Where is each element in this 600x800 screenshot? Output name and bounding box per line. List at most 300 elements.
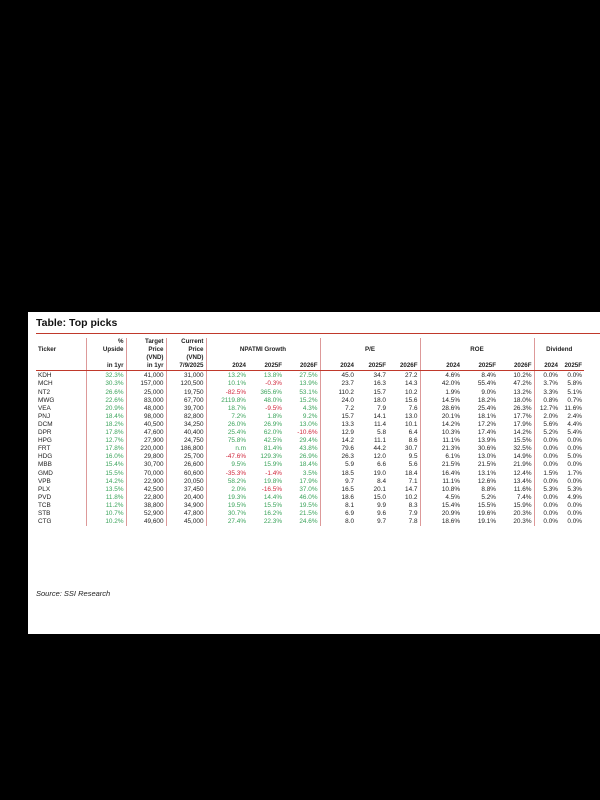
value-cell: 13.2% bbox=[227, 372, 246, 380]
value-cell: 9.0% bbox=[481, 388, 496, 396]
value-cell: 0.0% bbox=[543, 445, 558, 453]
value-cell: 6.4 bbox=[388, 429, 420, 437]
value-cell: 25.4% bbox=[477, 404, 496, 412]
header-year: 2025F bbox=[356, 362, 388, 371]
header-dividend-blank bbox=[534, 354, 584, 362]
value-cell: 5.3% bbox=[567, 485, 582, 493]
value-cell: 15.4% bbox=[441, 501, 460, 509]
ticker-cell: PNJ bbox=[36, 413, 86, 421]
table-row bbox=[36, 478, 584, 486]
value-cell: 0.0% bbox=[543, 518, 558, 526]
value-cell: 1.9% bbox=[445, 388, 460, 396]
value-cell: 24.0 bbox=[341, 396, 354, 404]
value-cell: 30.7 bbox=[388, 445, 420, 453]
value-cell: 26.9% bbox=[263, 420, 282, 428]
value-cell: 0.0% bbox=[543, 461, 558, 469]
value-cell: 9.5% bbox=[231, 461, 246, 469]
value-cell: 5.3% bbox=[543, 485, 558, 493]
value-cell: 15.7 bbox=[341, 412, 354, 420]
value-cell: 5.0% bbox=[567, 453, 582, 461]
ticker-cell: FRT bbox=[36, 445, 86, 453]
value-cell: 10.2% bbox=[86, 518, 126, 526]
value-cell: 9.9 bbox=[377, 501, 386, 509]
value-cell: 19.8% bbox=[263, 477, 282, 485]
value-cell: 5.6 bbox=[388, 461, 420, 469]
value-cell: 18.5 bbox=[341, 469, 354, 477]
value-cell: 22,800 bbox=[126, 494, 166, 502]
value-cell: 20.3% bbox=[498, 518, 534, 526]
value-cell: 70,000 bbox=[126, 470, 166, 478]
header-upside-mid: Upside bbox=[86, 346, 126, 354]
value-cell: 18.7% bbox=[227, 404, 246, 412]
value-cell: -82.5% bbox=[225, 388, 246, 396]
value-cell: 0.0% bbox=[543, 437, 558, 445]
value-cell: 53.1% bbox=[284, 389, 320, 397]
value-cell: 0.0% bbox=[567, 445, 582, 453]
value-cell: 14.1 bbox=[373, 412, 386, 420]
value-cell: 120,500 bbox=[166, 380, 206, 388]
ticker-cell: HPG bbox=[36, 437, 86, 445]
value-cell: 15.5% bbox=[477, 501, 496, 509]
header-roe-spacer bbox=[420, 338, 534, 346]
table-row bbox=[36, 397, 584, 405]
value-cell: 7.2 bbox=[345, 404, 354, 412]
value-cell: 13.0 bbox=[388, 413, 420, 421]
value-cell: 11.6% bbox=[564, 404, 582, 412]
value-cell: 10.2% bbox=[498, 371, 534, 381]
table-row bbox=[36, 470, 584, 478]
value-cell: -47.6% bbox=[225, 453, 246, 461]
value-cell: 3.3% bbox=[543, 388, 558, 396]
value-cell: 0.0% bbox=[543, 453, 558, 461]
value-cell: 0.0% bbox=[543, 372, 558, 380]
value-cell: 55.4% bbox=[477, 380, 496, 388]
value-cell: 14.2 bbox=[341, 437, 354, 445]
value-cell: 0.0% bbox=[543, 477, 558, 485]
value-cell: 21.5% bbox=[477, 461, 496, 469]
value-cell: 14.3 bbox=[388, 380, 420, 388]
value-cell: 19.5% bbox=[227, 501, 246, 509]
value-cell: 10.8% bbox=[441, 485, 460, 493]
value-cell: 43.8% bbox=[284, 445, 320, 453]
value-cell: -1.4% bbox=[265, 469, 282, 477]
value-cell: 5.8% bbox=[567, 380, 582, 388]
value-cell: 25.4% bbox=[227, 429, 246, 437]
value-cell: 21.5% bbox=[284, 510, 320, 518]
value-cell: 15.4% bbox=[86, 461, 126, 469]
top-picks-table bbox=[36, 338, 584, 526]
value-cell: 5.2% bbox=[481, 493, 496, 501]
value-cell: 18.4% bbox=[284, 461, 320, 469]
value-cell: 42.0% bbox=[441, 380, 460, 388]
title-rule bbox=[36, 333, 600, 334]
value-cell: 26.3% bbox=[498, 405, 534, 413]
value-cell: 20,050 bbox=[166, 478, 206, 486]
value-cell: 18.4% bbox=[86, 413, 126, 421]
value-cell: 20.9% bbox=[441, 509, 460, 517]
header-current-unit: (VND) bbox=[166, 354, 206, 362]
value-cell: 21.3% bbox=[441, 445, 460, 453]
value-cell: 83,000 bbox=[126, 397, 166, 405]
value-cell: 5.8 bbox=[377, 429, 386, 437]
ticker-cell: MBB bbox=[36, 461, 86, 469]
value-cell: 13.0% bbox=[284, 421, 320, 429]
value-cell: 16.0% bbox=[86, 453, 126, 461]
header-year: 2026F bbox=[498, 362, 534, 371]
value-cell: 13.3 bbox=[341, 420, 354, 428]
value-cell: 20.3% bbox=[498, 510, 534, 518]
value-cell: 17.9% bbox=[498, 421, 534, 429]
value-cell: 3.5% bbox=[284, 470, 320, 478]
value-cell: 20,400 bbox=[166, 494, 206, 502]
source-note: Source: SSI Research bbox=[36, 589, 111, 598]
value-cell: 45,000 bbox=[166, 518, 206, 526]
value-cell: 32.5% bbox=[498, 445, 534, 453]
value-cell: 37,450 bbox=[166, 486, 206, 494]
value-cell: 30.7% bbox=[227, 509, 246, 517]
table-row bbox=[36, 518, 584, 526]
value-cell: 14.7 bbox=[388, 486, 420, 494]
header-roe: ROE bbox=[420, 346, 534, 354]
value-cell: 4.3% bbox=[284, 405, 320, 413]
table-row bbox=[36, 453, 584, 461]
value-cell: 157,000 bbox=[126, 380, 166, 388]
table-row bbox=[36, 437, 584, 445]
value-cell: 9.7 bbox=[345, 477, 354, 485]
value-cell: 4.9% bbox=[567, 493, 582, 501]
value-cell: 11.1% bbox=[442, 437, 460, 445]
value-cell: 17.8% bbox=[86, 429, 126, 437]
value-cell: 1.7% bbox=[567, 469, 582, 477]
value-cell: 5.9 bbox=[345, 461, 354, 469]
value-cell: 15.5% bbox=[263, 501, 282, 509]
value-cell: 12.9 bbox=[341, 429, 354, 437]
value-cell: 8.1 bbox=[345, 501, 354, 509]
value-cell: 48.0% bbox=[263, 396, 282, 404]
value-cell: 220,000 bbox=[126, 445, 166, 453]
value-cell: 0.0% bbox=[567, 518, 582, 526]
value-cell: 48,000 bbox=[126, 405, 166, 413]
header-year: 2026F bbox=[388, 362, 420, 371]
header-current-top: Current bbox=[166, 338, 206, 346]
header-year: 2024 bbox=[420, 362, 462, 371]
value-cell: 24.6% bbox=[284, 518, 320, 526]
value-cell: 41,000 bbox=[126, 371, 166, 381]
value-cell: 129.3% bbox=[260, 453, 282, 461]
value-cell: 47.2% bbox=[498, 380, 534, 388]
value-cell: 20.1% bbox=[441, 412, 460, 420]
value-cell: 34.7 bbox=[373, 372, 386, 380]
ticker-cell: MCH bbox=[36, 380, 86, 388]
header-dividend: Dividend bbox=[546, 346, 573, 354]
value-cell: 27,900 bbox=[126, 437, 166, 445]
value-cell: 13.8% bbox=[263, 372, 282, 380]
value-cell: 9.2% bbox=[284, 413, 320, 421]
header-target-mid: Price bbox=[126, 346, 166, 354]
value-cell: 26.6% bbox=[86, 389, 126, 397]
value-cell: 12.6% bbox=[477, 477, 496, 485]
value-cell: 12.7% bbox=[539, 404, 558, 412]
value-cell: 4.6% bbox=[445, 372, 460, 380]
value-cell: 0.0% bbox=[543, 493, 558, 501]
value-cell: 14.4% bbox=[263, 493, 282, 501]
value-cell: 49,600 bbox=[126, 518, 166, 526]
value-cell: 5.6% bbox=[543, 420, 558, 428]
value-cell: 0.0% bbox=[567, 461, 582, 469]
value-cell: 60,600 bbox=[166, 470, 206, 478]
value-cell: 26,600 bbox=[166, 461, 206, 469]
value-cell: 75.8% bbox=[227, 437, 246, 445]
value-cell: 13.9% bbox=[477, 437, 496, 445]
value-cell: 19.1% bbox=[477, 518, 496, 526]
value-cell: 52,900 bbox=[126, 510, 166, 518]
value-cell: 0.0% bbox=[543, 509, 558, 517]
table-header bbox=[36, 338, 584, 371]
value-cell: -35.3% bbox=[225, 469, 246, 477]
value-cell: 3.7% bbox=[543, 380, 558, 388]
value-cell: 10.2 bbox=[388, 389, 420, 397]
ticker-cell: TCB bbox=[36, 502, 86, 510]
value-cell: 8.4% bbox=[481, 372, 496, 380]
header-year: 2024 bbox=[534, 362, 560, 371]
document-page bbox=[28, 312, 600, 634]
table-row bbox=[36, 502, 584, 510]
header-ticker bbox=[36, 338, 86, 346]
value-cell: 15.5% bbox=[498, 437, 534, 445]
value-cell: 42,500 bbox=[126, 486, 166, 494]
table-row bbox=[36, 413, 584, 421]
value-cell: 8.8% bbox=[481, 485, 496, 493]
value-cell: 5.2% bbox=[543, 429, 558, 437]
header-pe-spacer bbox=[320, 338, 420, 346]
header-upside-blank bbox=[86, 354, 126, 362]
value-cell: 0.0% bbox=[567, 509, 582, 517]
value-cell: 23.7 bbox=[341, 380, 354, 388]
value-cell: 18.0 bbox=[373, 396, 386, 404]
value-cell: 2.0% bbox=[543, 412, 558, 420]
value-cell: 14.5% bbox=[441, 396, 460, 404]
value-cell: 37.0% bbox=[284, 486, 320, 494]
value-cell: 30.6% bbox=[477, 445, 496, 453]
header-year: 2024 bbox=[320, 362, 356, 371]
value-cell: 7.4% bbox=[498, 494, 534, 502]
value-cell: 11.8% bbox=[86, 494, 126, 502]
value-cell: 7.6 bbox=[388, 405, 420, 413]
table-row bbox=[36, 389, 584, 397]
value-cell: -0.3% bbox=[265, 380, 282, 388]
value-cell: 20.9% bbox=[86, 405, 126, 413]
header-upside-top: % bbox=[86, 338, 126, 346]
value-cell: 9.7 bbox=[377, 518, 386, 526]
value-cell: 13.1% bbox=[477, 469, 496, 477]
table-row bbox=[36, 486, 584, 494]
value-cell: 7.9 bbox=[388, 510, 420, 518]
table-row bbox=[36, 421, 584, 429]
value-cell: 16.2% bbox=[263, 509, 282, 517]
header-current-date: 7/9/2025 bbox=[166, 362, 206, 371]
value-cell: 26.0% bbox=[227, 420, 246, 428]
value-cell: 0.0% bbox=[543, 501, 558, 509]
value-cell: 0.0% bbox=[567, 477, 582, 485]
table-title: Table: Top picks bbox=[36, 317, 118, 329]
value-cell: 17.4% bbox=[477, 429, 496, 437]
table-row bbox=[36, 445, 584, 453]
value-cell: 18.2% bbox=[477, 396, 496, 404]
value-cell: 15.0 bbox=[373, 493, 386, 501]
value-cell: 15.9% bbox=[263, 461, 282, 469]
value-cell: 7.8 bbox=[388, 518, 420, 526]
value-cell: 19,750 bbox=[166, 389, 206, 397]
value-cell: 0.0% bbox=[567, 437, 582, 445]
value-cell: 8.6 bbox=[388, 437, 420, 445]
value-cell: 18.6% bbox=[441, 518, 460, 526]
value-cell: 18.4 bbox=[388, 470, 420, 478]
value-cell: 19.3% bbox=[227, 493, 246, 501]
header-dividend-spacer bbox=[534, 338, 584, 346]
value-cell: 110.2 bbox=[338, 388, 354, 396]
value-cell: 16.5 bbox=[341, 485, 354, 493]
value-cell: 11.1% bbox=[442, 477, 460, 485]
value-cell: 34,900 bbox=[166, 502, 206, 510]
value-cell: 8.4 bbox=[377, 477, 386, 485]
value-cell: 2.4% bbox=[567, 412, 582, 420]
value-cell: 45.0 bbox=[341, 372, 354, 380]
table-row bbox=[36, 371, 584, 381]
value-cell: 38,800 bbox=[126, 502, 166, 510]
value-cell: 27.2 bbox=[388, 371, 420, 381]
value-cell: 32.3% bbox=[86, 371, 126, 381]
value-cell: 16.3 bbox=[373, 380, 386, 388]
header-year: 2025F bbox=[462, 362, 498, 371]
ticker-cell: STB bbox=[36, 510, 86, 518]
value-cell: 10.1% bbox=[227, 380, 246, 388]
value-cell: 24,750 bbox=[166, 437, 206, 445]
value-cell: 30,700 bbox=[126, 461, 166, 469]
table-row bbox=[36, 429, 584, 437]
value-cell: 6.6 bbox=[377, 461, 386, 469]
value-cell: 17.8% bbox=[86, 445, 126, 453]
value-cell: 7.2% bbox=[231, 412, 246, 420]
value-cell: 17.2% bbox=[477, 420, 496, 428]
value-cell: 79.6 bbox=[341, 445, 354, 453]
value-cell: -9.5% bbox=[265, 404, 282, 412]
value-cell: 14.2% bbox=[86, 478, 126, 486]
value-cell: 19.0 bbox=[373, 469, 386, 477]
value-cell: 13.9% bbox=[284, 380, 320, 388]
header-target-bottom: in 1yr bbox=[126, 362, 166, 371]
value-cell: 29,800 bbox=[126, 453, 166, 461]
ticker-cell: CTG bbox=[36, 518, 86, 526]
value-cell: 10.3% bbox=[441, 429, 460, 437]
value-cell: 21.9% bbox=[498, 461, 534, 469]
value-cell: 13.0% bbox=[477, 453, 496, 461]
value-cell: 16.4% bbox=[441, 469, 460, 477]
value-cell: 44.2 bbox=[373, 445, 386, 453]
value-cell: -16.5% bbox=[261, 485, 282, 493]
value-cell: 27.4% bbox=[227, 518, 246, 526]
table-row bbox=[36, 510, 584, 518]
header-npatmi-blank bbox=[206, 354, 320, 362]
ticker-cell: DPR bbox=[36, 429, 86, 437]
value-cell: 12.0 bbox=[373, 453, 386, 461]
value-cell: 7.9 bbox=[377, 404, 386, 412]
value-cell: 8.0 bbox=[345, 518, 354, 526]
value-cell: 11.1 bbox=[374, 437, 386, 445]
value-cell: 0.7% bbox=[567, 396, 582, 404]
value-cell: 18.6 bbox=[341, 493, 354, 501]
value-cell: 19.5% bbox=[284, 502, 320, 510]
value-cell: 28.6% bbox=[441, 404, 460, 412]
value-cell: 46.0% bbox=[284, 494, 320, 502]
value-cell: 19.6% bbox=[477, 509, 496, 517]
value-cell: 22.3% bbox=[263, 518, 282, 526]
value-cell: 11.4 bbox=[374, 420, 386, 428]
value-cell: 31,000 bbox=[166, 371, 206, 381]
value-cell: 58.2% bbox=[227, 477, 246, 485]
value-cell: 1.8% bbox=[267, 412, 282, 420]
value-cell: 5.4% bbox=[567, 429, 582, 437]
value-cell: 8.3 bbox=[388, 502, 420, 510]
value-cell: 10.1 bbox=[388, 421, 420, 429]
value-cell: 17.7% bbox=[498, 413, 534, 421]
header-upside-bottom: in 1yr bbox=[86, 362, 126, 371]
ticker-cell: VPB bbox=[36, 478, 86, 486]
ticker-cell: PVD bbox=[36, 494, 86, 502]
header-year: 2026F bbox=[284, 362, 320, 371]
value-cell: 62.0% bbox=[263, 429, 282, 437]
value-cell: 14.2% bbox=[498, 429, 534, 437]
value-cell: 98,000 bbox=[126, 413, 166, 421]
header-npatmi-spacer bbox=[206, 338, 320, 346]
ticker-cell: MWG bbox=[36, 397, 86, 405]
value-cell: 15.7 bbox=[373, 388, 386, 396]
value-cell: 2.0% bbox=[231, 485, 246, 493]
header-pe: P/E bbox=[320, 346, 420, 354]
value-cell: 17.9% bbox=[284, 478, 320, 486]
value-cell: 11.2% bbox=[86, 502, 126, 510]
value-cell: 20.1 bbox=[373, 485, 386, 493]
value-cell: 40,500 bbox=[126, 421, 166, 429]
value-cell: 0.0% bbox=[567, 501, 582, 509]
value-cell: 1.5% bbox=[543, 469, 558, 477]
value-cell: 12.7% bbox=[86, 437, 126, 445]
value-cell: 22.6% bbox=[86, 397, 126, 405]
value-cell: 18.2% bbox=[86, 421, 126, 429]
value-cell: 9.6 bbox=[377, 509, 386, 517]
header-roe-blank bbox=[420, 354, 534, 362]
value-cell: 47,800 bbox=[166, 510, 206, 518]
ticker-cell: VEA bbox=[36, 405, 86, 413]
header-year: 2025F bbox=[248, 362, 284, 371]
value-cell: 26.9% bbox=[284, 453, 320, 461]
value-cell: -10.6% bbox=[284, 429, 320, 437]
value-cell: 6.9 bbox=[345, 509, 354, 517]
value-cell: 40,400 bbox=[166, 429, 206, 437]
header-ticker-bottom bbox=[36, 362, 86, 371]
value-cell: 14.9% bbox=[498, 453, 534, 461]
table-row bbox=[36, 494, 584, 502]
value-cell: 0.8% bbox=[543, 396, 558, 404]
header-target-top: Target bbox=[126, 338, 166, 346]
value-cell: 81.4% bbox=[263, 445, 282, 453]
value-cell: 4.4% bbox=[567, 420, 582, 428]
value-cell: 42.5% bbox=[263, 437, 282, 445]
value-cell: 22,900 bbox=[126, 478, 166, 486]
header-current-mid: Price bbox=[166, 346, 206, 354]
ticker-cell: KDH bbox=[36, 371, 86, 381]
header-year: 2024 bbox=[206, 362, 248, 371]
value-cell: 15.6 bbox=[388, 397, 420, 405]
